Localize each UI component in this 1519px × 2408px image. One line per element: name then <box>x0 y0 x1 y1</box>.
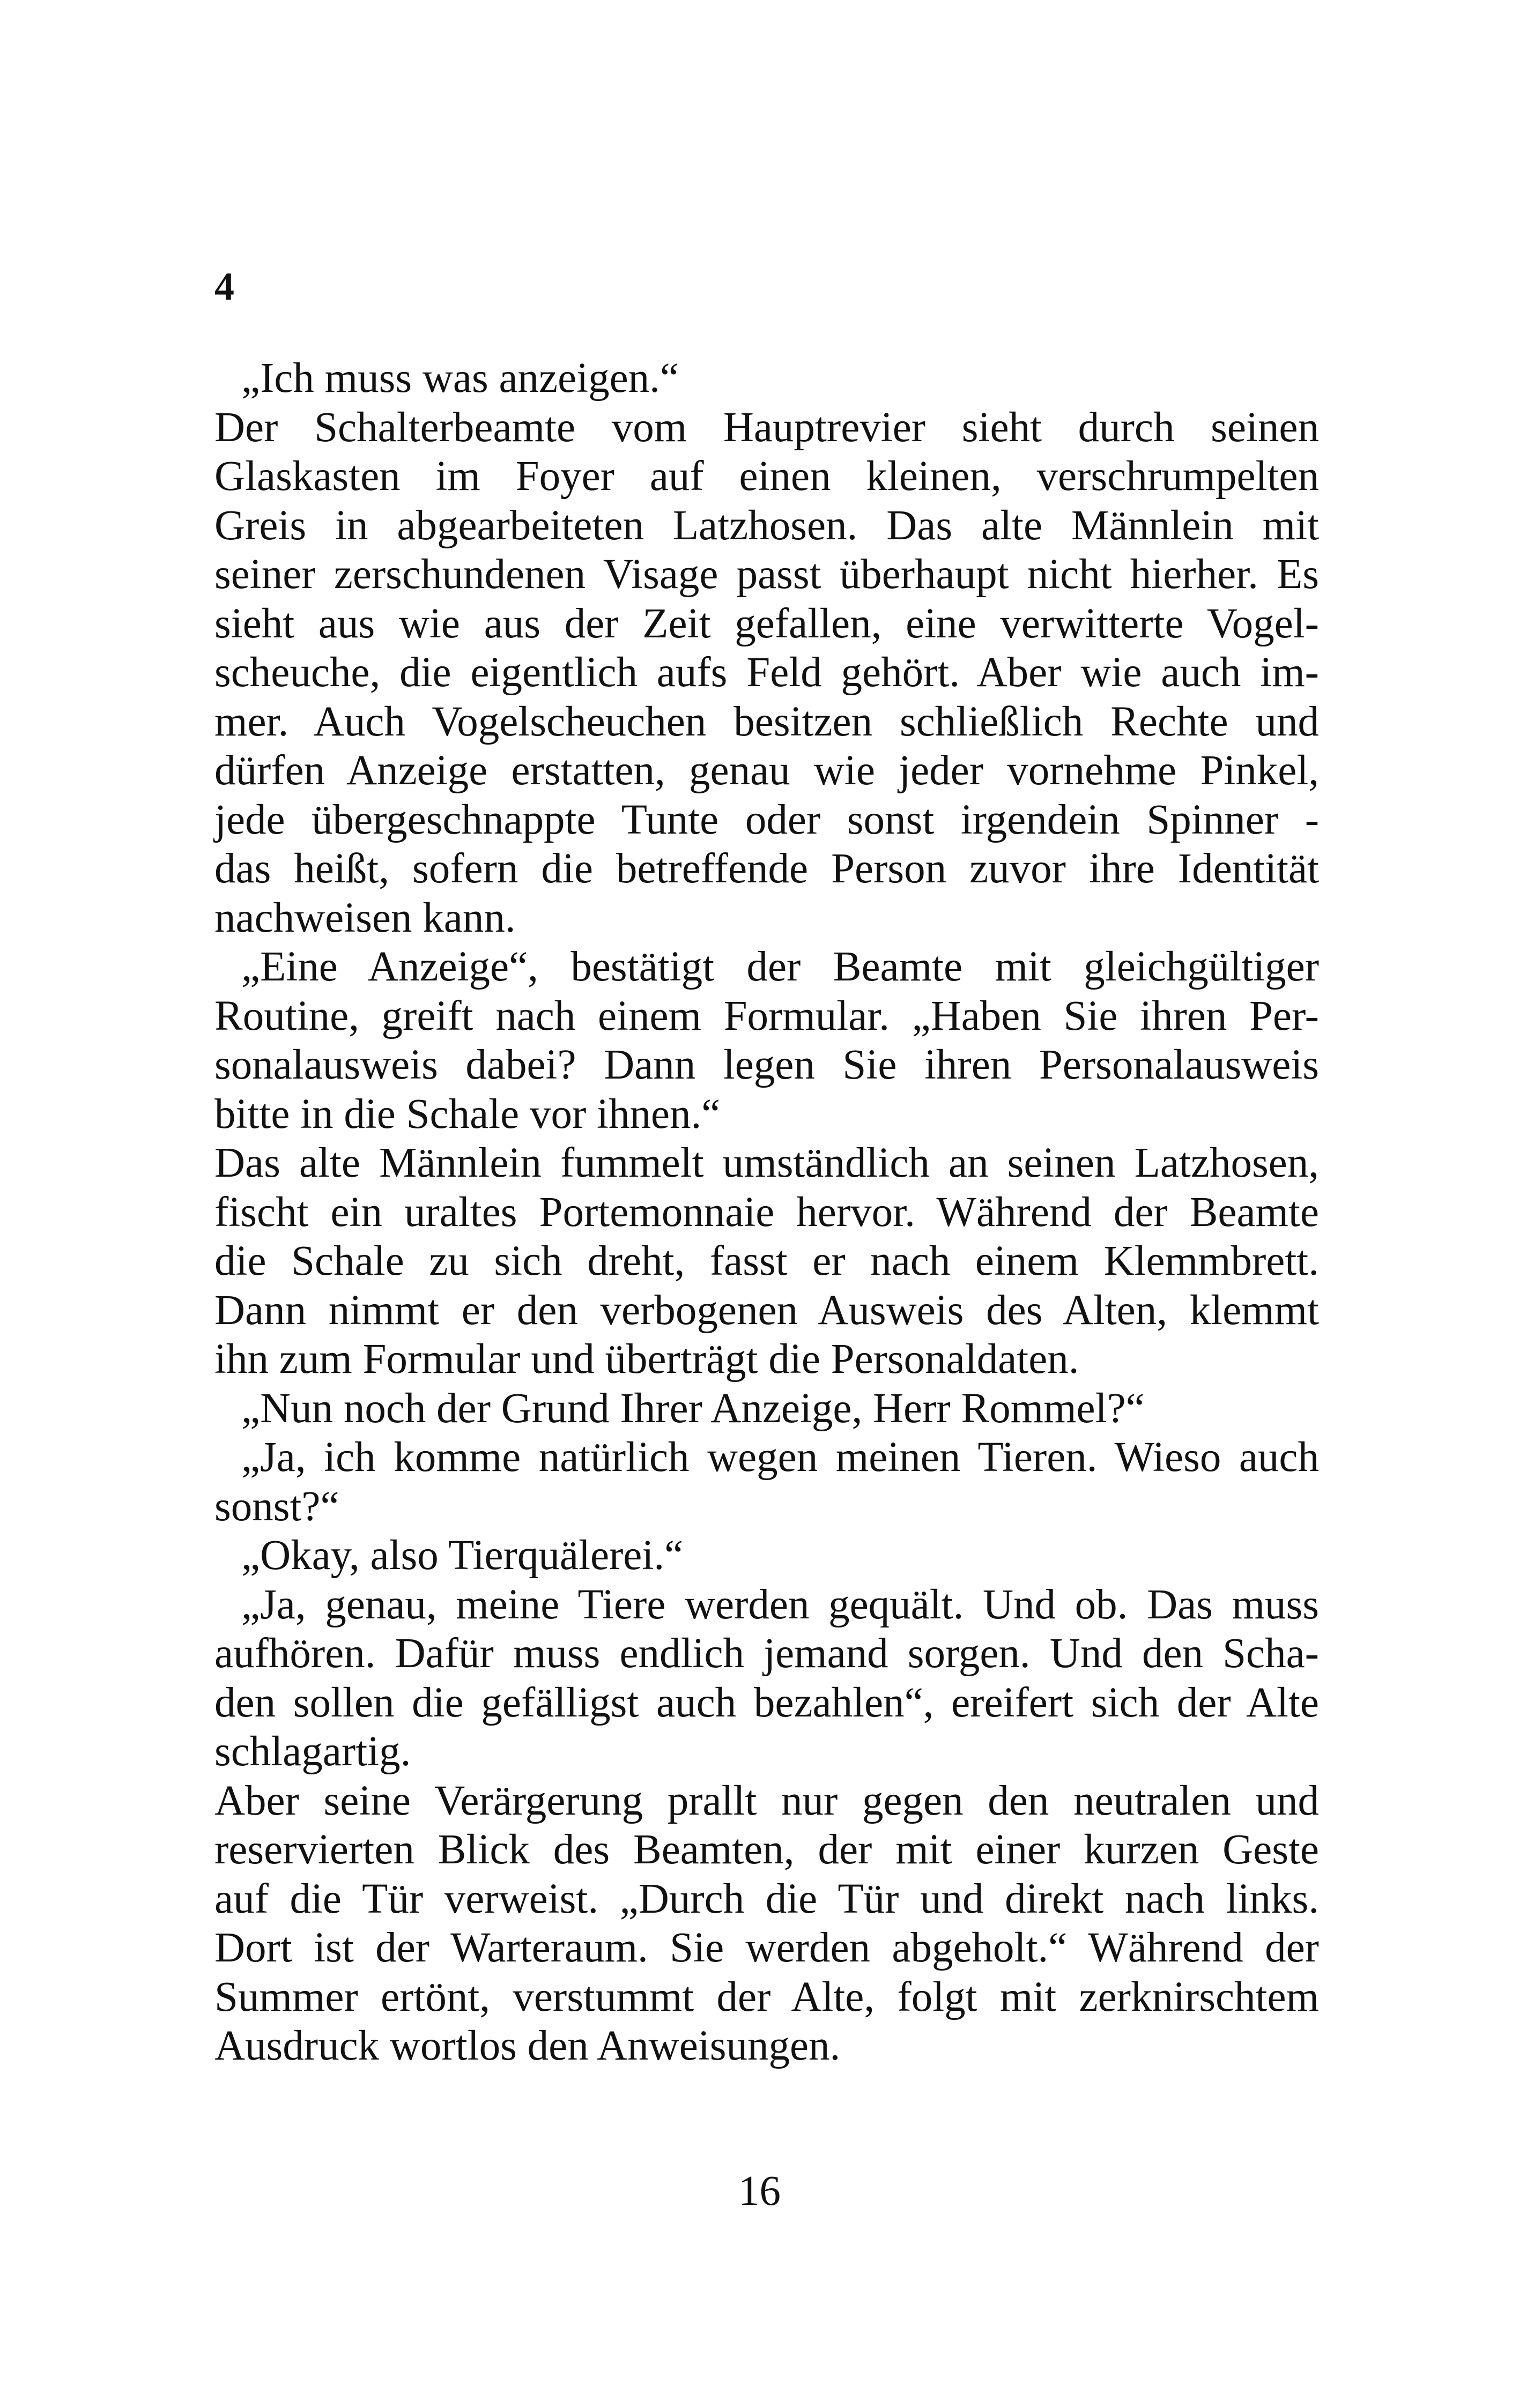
text-line: Greis in abgearbeiteten Latzhosen. Das alte Männlein mit <box>214 502 1319 549</box>
text-line: seiner zerschundenen Visage passt überhaupt nicht hierher. Es <box>214 551 1319 598</box>
text-line: bitte in die Schale vor ihnen.“ <box>214 1090 721 1138</box>
text-line: die Schale zu sich dreht, fasst er nach einem Klemmbrett. <box>214 1238 1319 1284</box>
text-line: reservierten Blick des Beamten, der mit einer kurzen Geste <box>214 1826 1319 1873</box>
text-line: Summer ertönt, verstummt der Alte, folgt mit zerknirschtem <box>214 1973 1319 2020</box>
page-number: 16 <box>738 2168 781 2214</box>
text-line: sieht aus wie aus der Zeit gefallen, eine verwitterte Vogel- <box>214 600 1319 647</box>
text-line: nachweisen kann. <box>214 894 516 941</box>
text-line: auf die Tür verweist. „Durch die Tür und direkt nach links. <box>214 1875 1319 1922</box>
text-line: sonst?“ <box>214 1483 339 1530</box>
text-line: Glaskasten im Foyer auf einen kleinen, verschrumpelten <box>214 453 1319 500</box>
chapter-number: 4 <box>214 265 234 309</box>
text-line: schlagartig. <box>214 1728 411 1775</box>
text-line: Aber seine Verärgerung prallt nur gegen den neutralen und <box>214 1777 1319 1824</box>
text-line: ihn zum Formular und überträgt die Personaldaten. <box>214 1336 1079 1383</box>
text-line: den sollen die gefälligst auch bezahlen“, ereifert sich der Alte <box>214 1679 1319 1726</box>
text-line: scheuche, die eigentlich aufs Feld gehört. Aber wie auch im- <box>214 649 1319 696</box>
text-line: Das alte Männlein fummelt umständlich an seinen Latzhosen, <box>214 1140 1319 1186</box>
text-line: mer. Auch Vogelscheuchen besitzen schließlich Rechte und <box>214 698 1319 745</box>
body-text <box>214 354 1319 2071</box>
text-line: sonalausweis dabei? Dann legen Sie ihren Personalausweis <box>214 1042 1319 1088</box>
text-line: „Ich muss was anzeigen.“ <box>241 355 679 402</box>
text-line: Dann nimmt er den verbogenen Ausweis des Alten, klemmt <box>214 1287 1319 1334</box>
text-line: „Ja, ich komme natürlich wegen meinen Tieren. Wieso auch <box>241 1434 1319 1481</box>
text-line: „Nun noch der Grund Ihrer Anzeige, Herr Rommel?“ <box>241 1385 1145 1432</box>
text-line: jede übergeschnappte Tunte oder sonst irgendein Spinner - <box>214 796 1319 843</box>
text-line: dürfen Anzeige erstatten, genau wie jeder vornehme Pinkel, <box>214 747 1319 794</box>
text-line: „Eine Anzeige“, bestätigt der Beamte mit gleichgültiger <box>241 943 1319 990</box>
text-line: Routine, greift nach einem Formular. „Haben Sie ihren Per- <box>214 992 1319 1039</box>
text-line: „Ja, genau, meine Tiere werden gequält. Und ob. Das muss <box>241 1581 1319 1628</box>
text-line: Der Schalterbeamte vom Hauptrevier sieht durch seinen <box>214 404 1319 451</box>
text-line: fischt ein uraltes Portemonnaie hervor. Während der Beamte <box>214 1188 1319 1236</box>
text-line: Dort ist der Warteraum. Sie werden abgeholt.“ Während der <box>214 1924 1319 1971</box>
text-line: aufhören. Dafür muss endlich jemand sorgen. Und den Scha- <box>214 1630 1319 1677</box>
text-line: Ausdruck wortlos den Anweisungen. <box>214 2023 841 2069</box>
text-line: das heißt, sofern die betreffende Person zuvor ihre Identität <box>214 845 1319 892</box>
text-line: „Okay, also Tierquälerei.“ <box>241 1532 684 1579</box>
